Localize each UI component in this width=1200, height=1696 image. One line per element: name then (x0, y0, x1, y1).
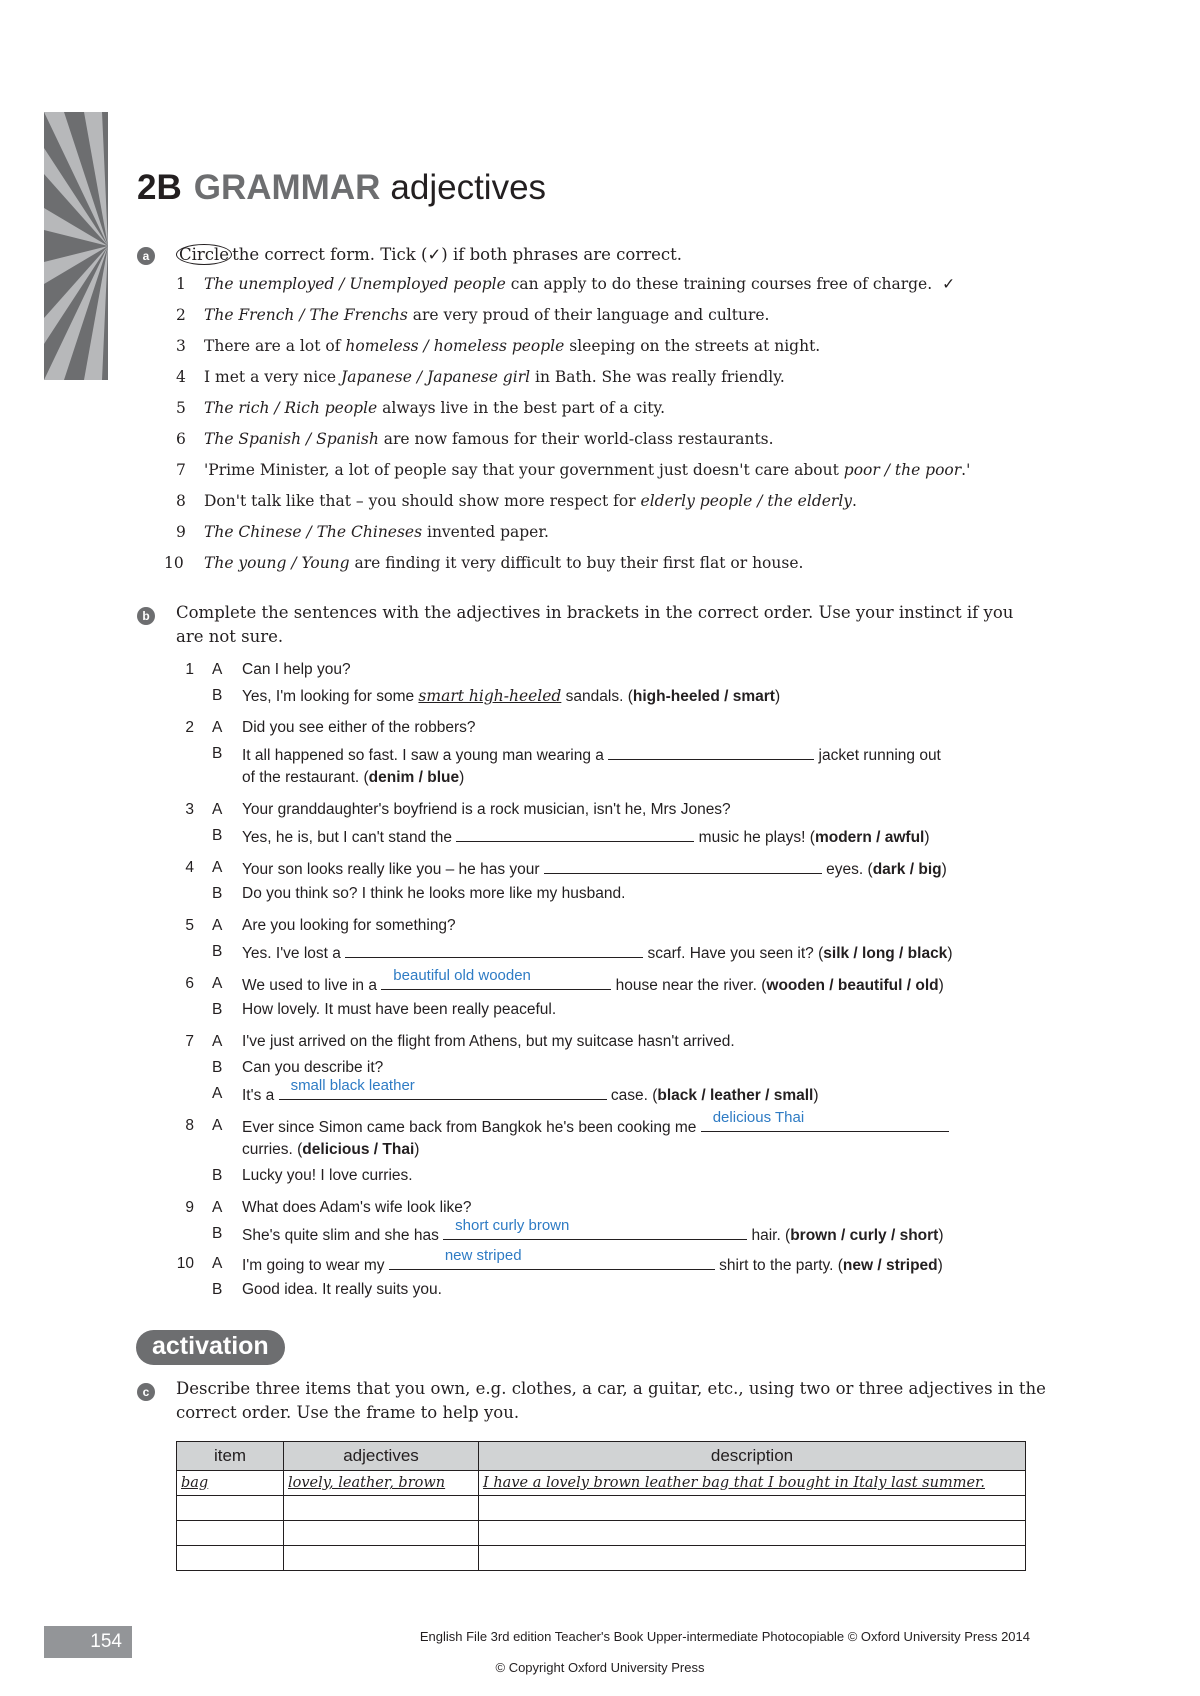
table-row (177, 1471, 1026, 1496)
option-one[interactable]: The rich (204, 399, 270, 417)
column-header: adjectives (284, 1442, 479, 1471)
circle-word: Circle (176, 244, 232, 265)
exercise-a-item: 9 The Chinese / The Chineses invented paper. (176, 523, 549, 541)
unit-code: 2B (137, 168, 182, 207)
exercise-a-instruction: Circle the correct form. Tick (✓) if both phrases are correct. (176, 243, 682, 267)
table-cell[interactable] (479, 1546, 1026, 1571)
page-number-box (44, 1626, 132, 1658)
answer-blank[interactable] (279, 1077, 607, 1100)
topic-title: adjectives (390, 168, 547, 207)
table-cell[interactable] (284, 1496, 479, 1521)
exercise-a-item: 5 The rich / Rich people always live in the best part of a city. (176, 399, 666, 417)
tick-mark: ✓ (942, 275, 956, 293)
exercise-a-label: a (137, 247, 155, 265)
option-one[interactable]: The young (204, 554, 287, 572)
exercise-a-item: 8 Don't talk like that – you should show more respect for elderly people / the elderly. (176, 492, 857, 510)
table-cell: lovely, leather, brown (284, 1471, 479, 1496)
example-answer: smart high-heeled (418, 687, 562, 705)
option-one[interactable]: homeless (345, 337, 419, 355)
table-cell: I have a lovely brown leather bag that I bought in Italy last summer. (479, 1471, 1026, 1496)
exercise-a-item: 2 The French / The Frenchs are very proud of their language and culture. (176, 306, 770, 324)
option-two[interactable]: the elderly (767, 492, 853, 510)
footer-copyright: © Copyright Oxford University Press (495, 1660, 705, 1675)
option-one[interactable]: The Spanish (204, 430, 302, 448)
exercise-b-label: b (137, 607, 155, 625)
footer-credit: English File 3rd edition Teacher's Book Upper-intermediate Photocopiable © Oxford University Press 2014 (419, 1629, 1030, 1644)
answer-blank[interactable] (345, 943, 643, 958)
option-one[interactable]: poor (843, 461, 880, 479)
answer-blank[interactable] (544, 859, 822, 874)
handwritten-answer: delicious Thai (712, 1109, 805, 1126)
table-cell[interactable] (177, 1546, 284, 1571)
exercise-c-instruction: Describe three items that you own, e.g. clothes, a car, a guitar, etc., using two or three adjectives in the correct order. Use the frame to help you. (176, 1379, 1046, 1422)
answer-blank[interactable] (443, 1217, 747, 1240)
page-title (137, 168, 546, 208)
option-one[interactable]: The Chinese (204, 523, 302, 541)
table-row[interactable] (177, 1521, 1026, 1546)
option-one[interactable]: elderly people (640, 492, 753, 510)
table-cell[interactable] (479, 1521, 1026, 1546)
handwritten-answer: short curly brown (455, 1217, 570, 1234)
handwritten-answer: new striped (444, 1247, 522, 1264)
exercise-a-item: 7 'Prime Minister, a lot of people say that your government just doesn't care about poor / the poor.' (176, 461, 971, 479)
exercise-a-item: 10 The young / Young are finding it very difficult to buy their first flat or house. (164, 554, 804, 572)
answer-blank[interactable] (456, 827, 694, 842)
option-one[interactable]: Japanese (341, 368, 412, 386)
table-cell[interactable] (177, 1521, 284, 1546)
section-type: GRAMMAR (193, 168, 381, 207)
exercise-a-item: 4 I met a very nice Japanese / Japanese girl in Bath. She was really friendly. (176, 368, 785, 386)
exercise-b-instruction: Complete the sentences with the adjectives in brackets in the correct order. Use your instinct if you are not sure. (176, 603, 1014, 646)
exercise-a-item: 1 The unemployed / Unemployed people can apply to do these training courses free of charge. ✓ (176, 275, 956, 293)
option-two[interactable]: homeless people (433, 337, 565, 355)
option-one[interactable]: The unemployed (204, 275, 335, 293)
exercise-c-label: c (137, 1383, 155, 1401)
decorative-sunburst (44, 112, 108, 380)
exercise-a-item: 3 There are a lot of homeless / homeless people sleeping on the streets at night. (176, 337, 821, 355)
table-cell[interactable] (479, 1496, 1026, 1521)
option-two[interactable]: The Chineses (316, 523, 423, 541)
table-row[interactable] (177, 1546, 1026, 1571)
page-number: 154 (90, 1631, 122, 1652)
option-two[interactable]: the poor (894, 461, 962, 479)
option-two[interactable]: Japanese girl (426, 368, 531, 386)
handwritten-answer: small black leather (290, 1077, 415, 1094)
option-two[interactable]: Unemployed people (349, 275, 506, 293)
table-cell[interactable] (284, 1521, 479, 1546)
column-header: description (479, 1442, 1026, 1471)
activation-heading: activation (136, 1330, 285, 1365)
option-two[interactable]: Spanish (316, 430, 379, 448)
table-cell: bag (177, 1471, 284, 1496)
option-two[interactable]: Young (301, 554, 350, 572)
answer-blank[interactable] (701, 1109, 949, 1132)
answer-blank[interactable] (381, 967, 611, 990)
answer-blank[interactable] (389, 1247, 715, 1270)
option-one[interactable]: The French (204, 306, 295, 324)
handwritten-answer: beautiful old wooden (393, 967, 531, 984)
option-two[interactable]: The Frenchs (309, 306, 408, 324)
description-frame-table (176, 1441, 1026, 1571)
table-row[interactable] (177, 1496, 1026, 1521)
table-cell[interactable] (284, 1546, 479, 1571)
exercise-a-item: 6 The Spanish / Spanish are now famous for their world-class restaurants. (176, 430, 774, 448)
table-cell[interactable] (177, 1496, 284, 1521)
column-header: item (177, 1442, 284, 1471)
option-two[interactable]: Rich people (284, 399, 378, 417)
answer-blank[interactable] (608, 745, 814, 760)
